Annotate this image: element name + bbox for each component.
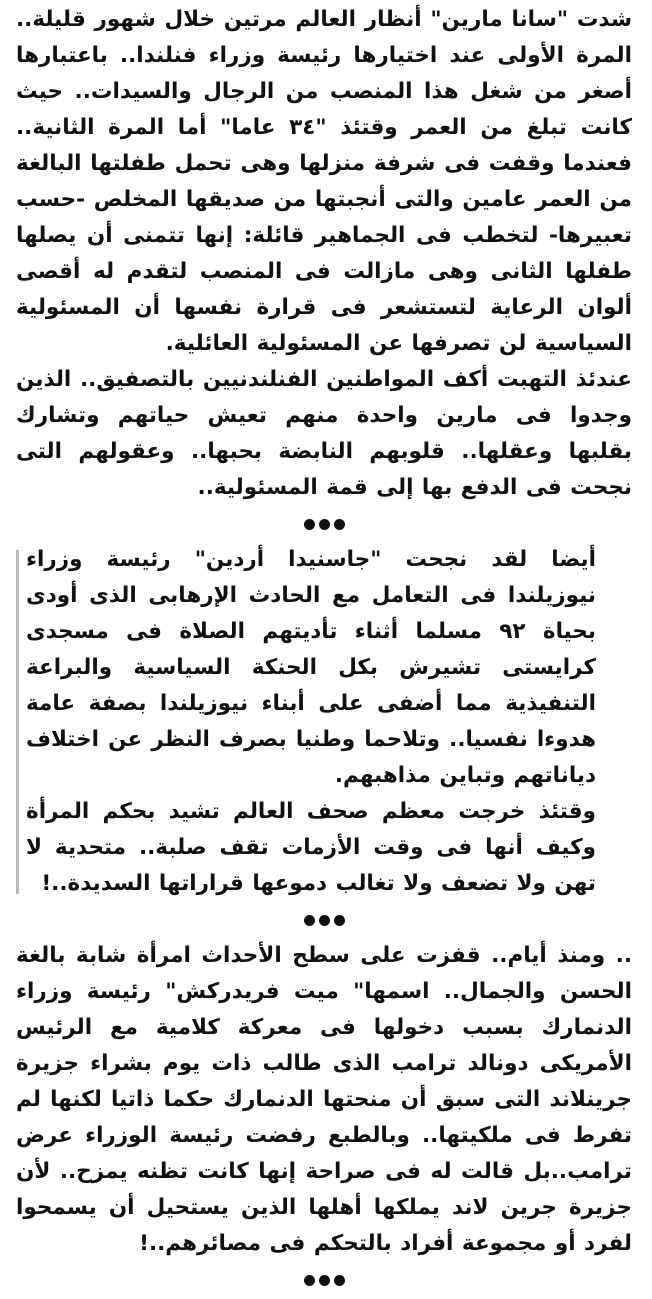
paragraph-sanna-marin-intro: شدت "سانا مارين" أنظار العالم مرتين خلال شهور قليلة.. المرة الأولى عند اختيارها رئيسة وزراء فنلندا.. باعتبارها أصغر من شغل هذا المنصب من الرجال والسيدات.. حيث كانت تبلغ من العمر وقتئذ "٣٤ عاما" أما المرة الثانية.. فعندما وقفت فى شرفة منزلها وهى تحمل طفلتها البالغة من العمر عامين والتى أنجبتها من صديقها المخلص -حسب تعبيرها- لتخطب فى الجماهير قائلة: إنها تتمنى أن يصلها طفلها الثانى وهى مازالت فى المنصب لتقدم له أقصى ألوان الرعاية لتستشعر فى قرارة نفسها أن المسئولية السياسية لن تصرفها عن المسئولية العائلية.	[16, 7, 632, 356]
paragraph-jacinda-ardern: أيضا لقد نجحت "جاسنيدا أردين" رئيسة وزراء نيوزيلندا فى التعامل مع الحادث الإرهابى الذى أودى بحياة ٩٢ مسلما أثناء تأديتهم الصلاة فى مسجدى كرايستى تشيرش بكل الحنكة السياسية والبراعة التنفيذية مما أضفى على أبناء نيوزيلندا بصفة عامة هدوءا نفسيا.. وتلاحما وطنيا بصرف النظر عن اختلاف دياناتهم وتباين مذاهبهم.	[26, 547, 596, 788]
paragraph-world-press: وقتئذ خرجت معظم صحف العالم تشيد بحكم المرأة وكيف أنها فى وقت الأزمات تقف صلبة.. متحدية لا تهن ولا تضعف ولا تغالب دموعها قراراتها السديدة..!	[26, 799, 596, 896]
section-separator	[16, 902, 632, 938]
section-separator	[16, 506, 632, 542]
separator-dot	[304, 915, 315, 926]
separator-dot	[334, 915, 345, 926]
separator-dot	[319, 519, 330, 530]
quote-side-rule	[16, 550, 19, 894]
separator-dot	[304, 519, 315, 530]
section-separator	[16, 1262, 632, 1298]
separator-dot	[304, 1275, 315, 1286]
quoted-section	[16, 542, 632, 902]
paragraph-finnish-applause: عندئذ التهبت أكف المواطنين الفنلندنيين بالتصفيق.. الذين وجدوا فى مارين واحدة منهم تعيش حياتهم وتشارك بقلبها وعقلها.. قلوبهم النابضة بحبها.. وعقولهم التى نجحت فى الدفع بها إلى قمة المسئولية..	[16, 367, 632, 500]
paragraph-mette-frederiksen: .. ومنذ أيام.. قفزت على سطح الأحداث امرأة شابة بالغة الحسن والجمال.. اسمها" ميت فريدركش" رئيسة وزراء الدنمارك بسبب دخولها فى معركة كلامية مع الرئيس الأمريكى دونالد ترامب الذى طالب ذات يوم بشراء جزيرة جرينلاند التى سبق أن منحتها الدنمارك حكما ذاتيا لكنها لم تفرط فى ملكيتها.. وبالطبع رفضت رئيسة الوزراء عرض ترامب..بل قالت له فى صراحة إنها كانت تظنه يمزح.. لأن جزيرة جرين لاند يملكها أهلها الذين يستحيل أن يسمحوا لفرد أو مجموعة أفراد بالتحكم فى مصائرهم..!	[16, 943, 632, 1256]
separator-dot	[319, 915, 330, 926]
separator-dot	[334, 1275, 345, 1286]
separator-dot	[319, 1275, 330, 1286]
separator-dot	[334, 519, 345, 530]
